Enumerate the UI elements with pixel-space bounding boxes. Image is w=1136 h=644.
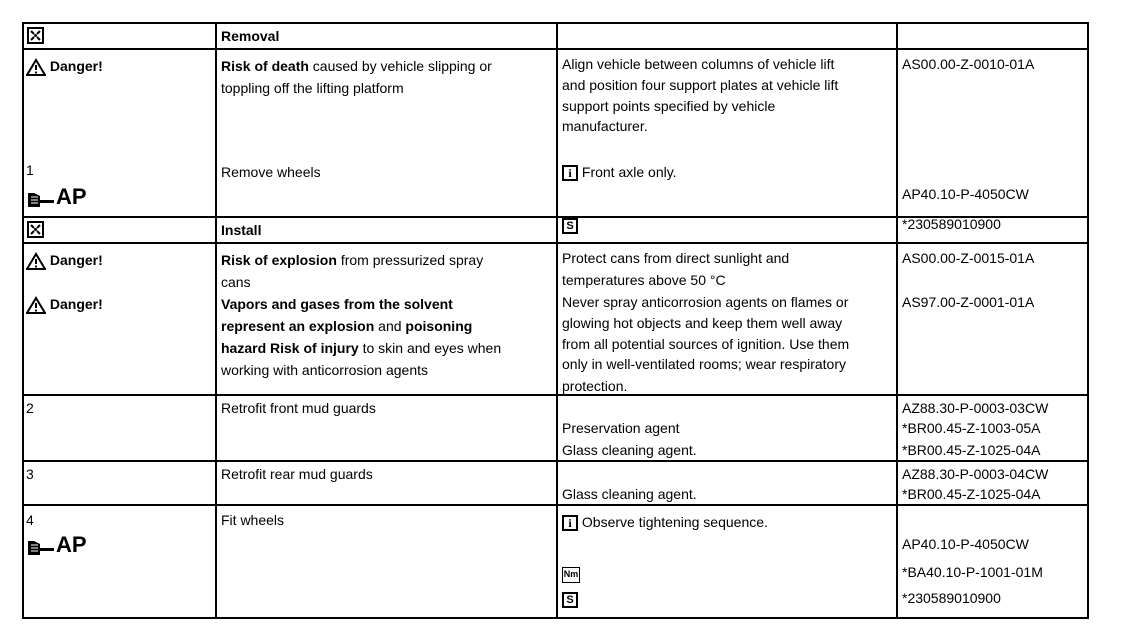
- document-reference[interactable]: AP40.10-P-4050CW: [902, 536, 1029, 552]
- danger-description: working with anticorrosion agents: [221, 362, 428, 378]
- document-reference[interactable]: AZ88.30-P-0003-04CW: [902, 466, 1049, 482]
- note-line: protection.: [562, 378, 628, 394]
- step3-row: [24, 462, 1089, 506]
- step-number-cell: [24, 396, 217, 460]
- step-ref-cell: [898, 462, 1089, 504]
- workstep-icon: [27, 221, 44, 238]
- step-note-cell: [558, 462, 898, 504]
- warning-triangle-icon: [26, 252, 46, 270]
- install-ref-cell: [898, 244, 1089, 394]
- tool-reference[interactable]: *230589010900: [902, 216, 1001, 232]
- info-text: Front axle only.: [581, 164, 677, 180]
- warning-triangle-icon: [26, 58, 46, 76]
- danger-bold-text: Risk of explosion: [221, 252, 337, 268]
- info-note: [562, 512, 768, 532]
- note-line: Preservation agent: [562, 420, 680, 436]
- workstep-icon: [27, 27, 44, 44]
- ap-reference: [26, 184, 87, 211]
- note-line: manufacturer.: [562, 118, 648, 134]
- empty-cell: [558, 24, 898, 48]
- step-ref-cell: [898, 506, 1089, 617]
- empty-cell: [558, 218, 898, 242]
- step-number: 4: [26, 512, 34, 528]
- section-title-install: Install: [221, 222, 262, 238]
- note-line: and position four support plates at vehicle lift: [562, 77, 839, 93]
- note-line: from all potential sources of ignition. Use them: [562, 336, 850, 352]
- step-note-cell: [558, 396, 898, 460]
- special-tool-icon: S: [562, 218, 578, 234]
- step-number-cell: [24, 506, 217, 617]
- removal-ref-cell: [898, 50, 1089, 232]
- install-heading-cell: [217, 218, 558, 242]
- danger-bold-text: Risk of injury: [270, 340, 359, 356]
- info-icon: i: [562, 515, 578, 531]
- document-reference[interactable]: *BR00.45-Z-1003-05A: [902, 420, 1041, 436]
- step-number-cell: [24, 462, 217, 504]
- info-text: Observe tightening sequence.: [581, 514, 768, 530]
- danger-text-rest: from pressurized spray: [340, 252, 484, 268]
- ap-text: AP: [56, 184, 87, 209]
- note-line: only in well-ventilated rooms; wear respiratory: [562, 356, 846, 372]
- step-text-cell: [217, 462, 558, 504]
- torque-icon: Nm: [562, 567, 580, 583]
- step-text-cell: [217, 396, 558, 460]
- document-reference[interactable]: AP40.10-P-4050CW: [902, 186, 1029, 202]
- pointing-hand-icon: [26, 189, 56, 211]
- step-text: Remove wheels: [221, 164, 321, 180]
- danger-text: Danger!: [49, 296, 103, 312]
- step4-row: [24, 506, 1089, 619]
- info-icon: i: [562, 165, 578, 181]
- danger-bold-text: hazard: [221, 340, 267, 356]
- install-danger-row: [24, 244, 1089, 396]
- note-line: Never spray anticorrosion agents on flames or: [562, 294, 849, 310]
- danger-text: Danger!: [49, 58, 103, 74]
- special-tool-icon: S: [562, 592, 578, 608]
- danger-description: [221, 316, 472, 336]
- install-heading-row: [24, 218, 1089, 244]
- document-reference[interactable]: AS97.00-Z-0001-01A: [902, 294, 1035, 310]
- step-number: 1: [26, 162, 34, 178]
- danger-label: [26, 250, 103, 270]
- step-text: Fit wheels: [221, 512, 285, 528]
- document-reference[interactable]: *BR00.45-Z-1025-04A: [902, 442, 1041, 458]
- warning-triangle-icon: [26, 296, 46, 314]
- install-note-cell: [558, 244, 898, 394]
- note-line: temperatures above 50 °C: [562, 272, 726, 288]
- info-note: [562, 162, 677, 182]
- removal-text-cell: [217, 50, 558, 216]
- danger-label: [26, 56, 103, 76]
- empty-cell: [898, 218, 1089, 242]
- document-reference[interactable]: AS00.00-Z-0015-01A: [902, 250, 1035, 266]
- document-reference[interactable]: AZ88.30-P-0003-03CW: [902, 400, 1049, 416]
- step-note-cell: [558, 506, 898, 617]
- note-line: Protect cans from direct sunlight and: [562, 250, 790, 266]
- empty-cell: [898, 24, 1089, 48]
- removal-heading-row: [24, 24, 1089, 50]
- danger-text-rest: and: [378, 318, 402, 334]
- note-line: support points specified by vehicle: [562, 98, 776, 114]
- step2-row: [24, 396, 1089, 462]
- note-line: Glass cleaning agent.: [562, 442, 697, 458]
- danger-bold-text: Risk of death: [221, 58, 309, 74]
- document-reference[interactable]: *BR00.45-Z-1025-04A: [902, 486, 1041, 502]
- danger-description-line2: toppling off the lifting platform: [221, 80, 404, 96]
- pointing-hand-icon: [26, 537, 56, 559]
- danger-label: [26, 294, 103, 314]
- step-number: 2: [26, 400, 34, 416]
- document-reference[interactable]: AS00.00-Z-0010-01A: [902, 56, 1035, 72]
- ap-text: AP: [56, 532, 87, 557]
- step-text-cell: [217, 506, 558, 617]
- removal-icon-cell: [24, 24, 217, 48]
- danger-description: [221, 338, 501, 358]
- step-ref-cell: [898, 396, 1089, 460]
- danger-bold-text: represent an explosion: [221, 318, 375, 334]
- danger-bold-text: poisoning: [405, 318, 473, 334]
- procedure-table: [22, 22, 1089, 619]
- step-text: Retrofit front mud guards: [221, 400, 376, 416]
- section-title-removal: Removal: [221, 28, 280, 44]
- install-label-cell: [24, 244, 217, 394]
- install-icon-cell: [24, 218, 217, 242]
- note-line: Glass cleaning agent.: [562, 486, 697, 502]
- step-number: 3: [26, 466, 34, 482]
- danger-description-line2: cans: [221, 274, 251, 290]
- danger-text-rest: caused by vehicle slipping or: [312, 58, 492, 74]
- danger-description: Vapors and gases from the solvent: [221, 296, 453, 312]
- danger-text-rest: to skin and eyes when: [362, 340, 502, 356]
- step-text: Retrofit rear mud guards: [221, 466, 373, 482]
- removal-heading-cell: [217, 24, 558, 48]
- note-line: Align vehicle between columns of vehicle lift: [562, 56, 835, 72]
- tool-note: [562, 588, 578, 608]
- removal-note-cell: [558, 50, 898, 232]
- danger-text: Danger!: [49, 252, 103, 268]
- danger-description: [221, 56, 492, 76]
- danger-description: [221, 250, 483, 270]
- removal-label-cell: [24, 50, 217, 216]
- document-reference[interactable]: *BA40.10-P-1001-01M: [902, 564, 1043, 580]
- note-line: glowing hot objects and keep them well away: [562, 315, 843, 331]
- tool-reference[interactable]: *230589010900: [902, 590, 1001, 606]
- ap-reference: [26, 532, 87, 559]
- install-text-cell: [217, 244, 558, 394]
- torque-note: [562, 562, 580, 583]
